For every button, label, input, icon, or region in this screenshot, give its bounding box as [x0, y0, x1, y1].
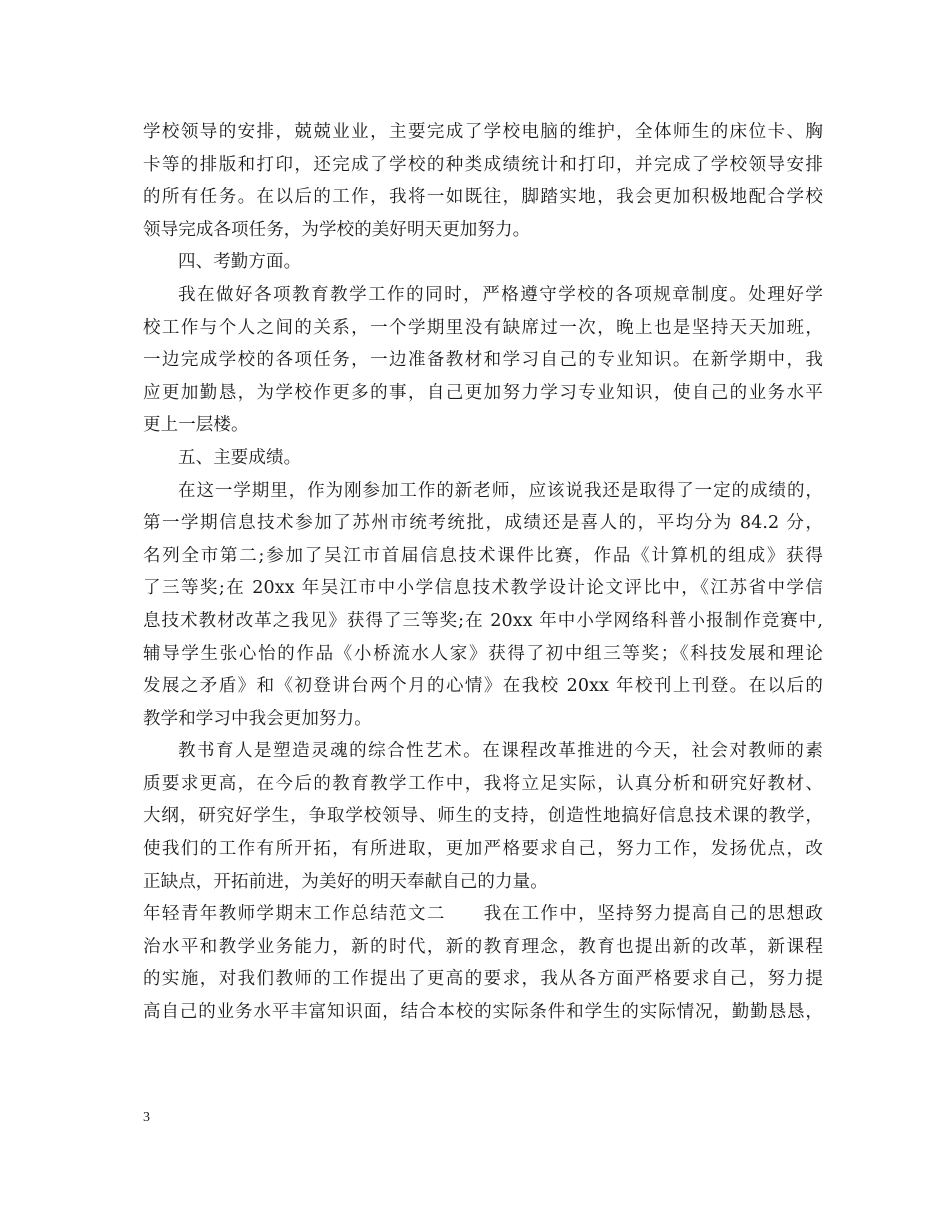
text-line: 质要求更高，在今后的教育教学工作中，我将立足实际，认真分析和研究好教材、	[143, 773, 823, 794]
section-heading: 四、考勤方面。	[178, 252, 302, 273]
text-line: 辅导学生张心怡的作品《小桥流水人家》获得了初中组三等奖；《科技发展和理论	[143, 643, 823, 664]
text-line: 教学和学习中我会更加努力。	[143, 708, 372, 729]
text-line: 教书育人是塑造灵魂的综合性艺术。在课程改革推进的今天，社会对教师的素	[178, 741, 823, 762]
text-line: 更上一层楼。	[143, 415, 249, 436]
text-line: 的实施，对我们教师的工作提出了更高的要求，我从各方面严格要求自己，努力提	[143, 969, 823, 990]
text-line: 正缺点，开拓前进，为美好的明天奉献自己的力量。	[143, 871, 548, 892]
text-line: 息技术教材改革之我见》获得了三等奖;在 20xx 年中小学网络科普小报制作竞赛中,	[143, 610, 823, 631]
text-line: 在这一学期里，作为刚参加工作的新老师，应该说我还是取得了一定的成绩的，	[178, 480, 823, 501]
text-line: 学校领导的安排，兢兢业业，主要完成了学校电脑的维护，全体师生的床位卡、胸	[143, 122, 823, 142]
page-number: 3	[143, 1110, 150, 1125]
text-line: 一边完成学校的各项任务，一边准备教材和学习自己的专业知识。在新学期中，我	[143, 350, 823, 371]
text-line: 高自己的业务水平丰富知识面，结合本校的实际条件和学生的实际情况，勤勤恳恳，	[143, 1002, 823, 1023]
text-line: 第一学期信息技术参加了苏州市统考统批，成绩还是喜人的，平均分为 84.2 分，	[143, 513, 823, 534]
text-line: 治水平和教学业务能力，新的时代，新的教育理念，教育也提出新的改革，新课程	[143, 936, 823, 957]
text-line: 应更加勤恳，为学校作更多的事，自己更加努力学习专业知识，使自己的业务水平	[143, 382, 823, 403]
text-line: 发展之矛盾》和《初登讲台两个月的心情》在我校 20xx 年校刊上刊登。在以后的	[143, 676, 823, 697]
body-text	[143, 116, 823, 1029]
text-line: 了三等奖;在 20xx 年吴江市中小学信息技术教学设计论文评比中，《江苏省中学信	[143, 578, 823, 599]
text-line: 名列全市第二;参加了吴江市首届信息技术课件比赛，作品《计算机的组成》获得	[143, 545, 823, 566]
text-line: 使我们的工作有所开拓，有所进取，更加严格要求自己，努力工作，发扬优点，改	[143, 839, 823, 860]
text-line: 校工作与个人之间的关系，一个学期里没有缺席过一次，晚上也是坚持天天加班，	[143, 317, 823, 338]
text-line: 卡等的排版和打印，还完成了学校的种类成绩统计和打印，并完成了学校领导安排	[143, 154, 823, 175]
section-heading: 五、主要成绩。	[178, 447, 302, 468]
text-line: 大纲，研究好学生，争取学校领导、师生的支持，创造性地搞好信息技术课的教学，	[143, 806, 823, 827]
text-line: 我在做好各项教育教学工作的同时，严格遵守学校的各项规章制度。处理好学	[178, 284, 823, 305]
text-line: 领导完成各项任务，为学校的美好明天更加努力。	[143, 219, 531, 240]
text-line: 的所有任务。在以后的工作，我将一如既往，脚踏实地，我会更加积极地配合学校	[143, 187, 823, 208]
text-line: 年轻青年教师学期末工作总结范文二 我在工作中，坚持努力提高自己的思想政	[143, 904, 823, 925]
